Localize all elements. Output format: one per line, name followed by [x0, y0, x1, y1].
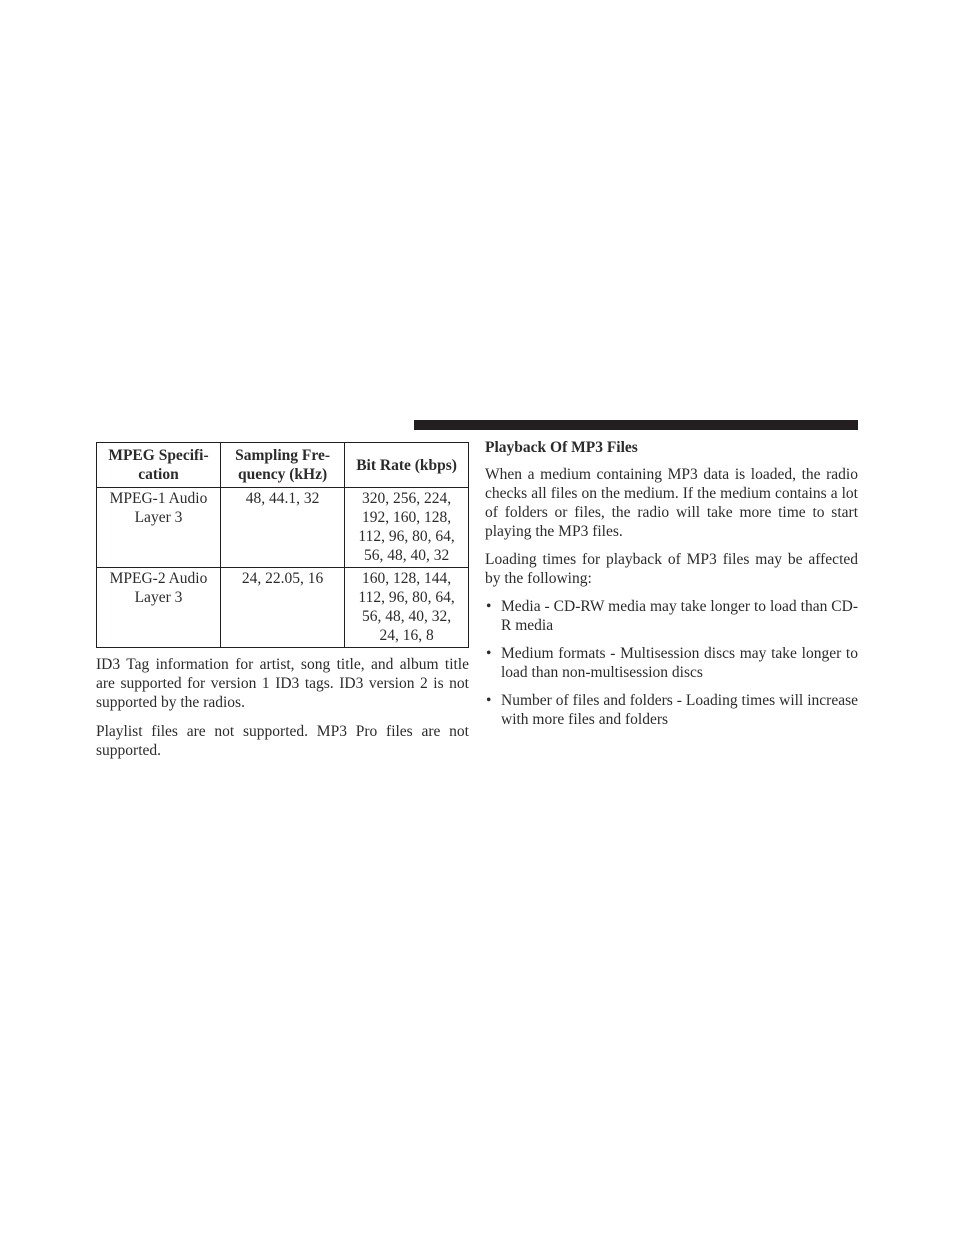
cell-sampling: 48, 44.1, 32 — [220, 488, 344, 568]
cell-bitrate: 160, 128, 144, 112, 96, 80, 64, 56, 48, 40, 32, 24, 16, 8 — [345, 568, 469, 648]
cell-sampling: 24, 22.05, 16 — [220, 568, 344, 648]
list-item-text: Medium formats - Multisession discs may take longer to load than non-multisession discs — [501, 645, 858, 681]
loading-medium-paragraph: When a medium containing MP3 data is loaded, the radio checks all files on the medium. If the medium contains a lot of folders or files, the radio will take more time to start playing the MP3 files. — [485, 466, 858, 540]
table-row — [97, 568, 469, 648]
table-header-row — [97, 443, 469, 488]
bullet-icon: • — [486, 692, 492, 709]
id3-tag-paragraph: ID3 Tag information for artist, song title, and album title are supported for version 1 ID3 tags. ID3 version 2 is not supported by the radios. — [96, 656, 469, 711]
cell-spec: MPEG-2 Audio Layer 3 — [97, 568, 221, 648]
header-bit-rate: Bit Rate (kbps) — [345, 443, 469, 488]
loading-times-paragraph: Loading times for playback of MP3 files may be affected by the following: — [485, 551, 858, 587]
section-title: Playback Of MP3 Files — [485, 439, 638, 456]
list-item-text: Media - CD-RW media may take longer to load than CD-R media — [501, 598, 858, 634]
table-row — [97, 488, 469, 568]
header-sampling-frequency: Sampling Fre- quency (kHz) — [220, 443, 344, 488]
bullet-icon: • — [486, 598, 492, 615]
bullet-list — [485, 597, 858, 729]
list-item — [485, 691, 858, 729]
section-header-bar — [414, 420, 858, 430]
list-item-text: Number of files and folders - Loading times will increase with more files and folders — [501, 692, 858, 728]
playlist-paragraph: Playlist files are not supported. MP3 Pro files are not supported. — [96, 723, 469, 759]
list-item — [485, 597, 858, 635]
bullet-icon: • — [486, 645, 492, 662]
cell-bitrate: 320, 256, 224, 192, 160, 128, 112, 96, 80, 64, 56, 48, 40, 32 — [345, 488, 469, 568]
mpeg-spec-table — [96, 442, 469, 648]
list-item — [485, 644, 858, 682]
header-mpeg-specification: MPEG Specifi- cation — [97, 443, 221, 488]
right-column — [485, 438, 858, 738]
cell-spec: MPEG-1 Audio Layer 3 — [97, 488, 221, 568]
left-column — [96, 442, 469, 760]
